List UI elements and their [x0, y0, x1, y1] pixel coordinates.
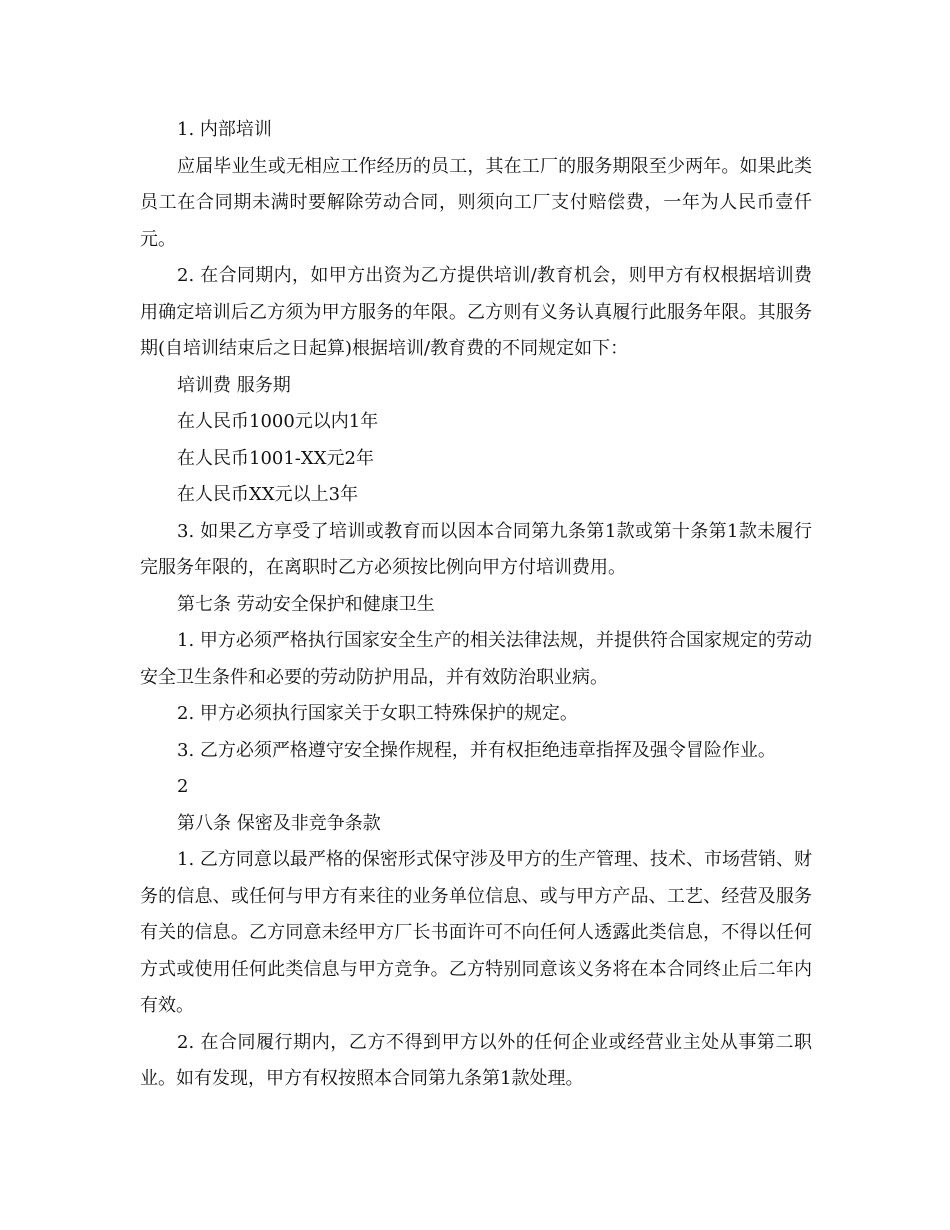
paragraph-graduate-service-term: 应届毕业生或无相应工作经历的员工，其在工厂的服务期限至少两年。如果此类员工在合同期未满时要解除劳动合同，则须向工厂支付赔偿费，一年为人民币壹仟元。: [140, 155, 812, 250]
paragraph-safe-operation: 3. 乙方必须严格遵守安全操作规程，并有权拒绝违章指挥及强令冒险作业。: [177, 739, 776, 761]
document-body: [140, 112, 812, 1098]
section-heading-article-7: 第七条 劳动安全保护和健康卫生: [177, 593, 435, 615]
paragraph-training-repayment: 3. 如果乙方享受了培训或教育而以因本合同第九条第1款或第十条第1款未履行完服务年限的，在离职时乙方必须按比例向甲方付培训费用。: [140, 520, 812, 578]
paragraph-fee-row-1: 在人民币1000元以内1年: [177, 411, 379, 432]
page-number: 2: [177, 776, 189, 797]
paragraph-no-second-job: 2. 在合同履行期内，乙方不得到甲方以外的任何企业或经营业主处从事第二职业。如有发现，甲方有权按照本合同第九条第1款处理。: [140, 1031, 812, 1089]
paragraph-safety-regulations: 1. 甲方必须严格执行国家安全生产的相关法律法规，并提供符合国家规定的劳动安全卫生条件和必要的劳动防护用品，并有效防治职业病。: [140, 630, 812, 688]
paragraph-fee-row-2: 在人民币1001-XX元2年: [177, 447, 374, 469]
paragraph-training-funding: 2. 在合同期内，如甲方出资为乙方提供培训/教育机会，则甲方有权根据培训费用确定培训后乙方须为甲方服务的年限。乙方则有义务认真履行此服务年限。其服务期(自培训结束后之日起算)根据培训/教育费的不同规定如下：: [140, 265, 812, 359]
paragraph-confidentiality: 1. 乙方同意以最严格的保密形式保守涉及甲方的生产管理、技术、市场营销、财务的信息、或任何与甲方有来往的业务单位信息、或与甲方产品、工艺、经营及服务有关的信息。乙方同意未经甲方厂长书面许可不向任何人透露此类信息，不得以任何方式或使用任何此类信息与甲方竞争。乙方特别同意该义务将在本合同终止后二年内有效。: [140, 849, 812, 1016]
paragraph-fee-table-header: 培训费 服务期: [177, 374, 291, 396]
paragraph-female-protection: 2. 甲方必须执行国家关于女职工特殊保护的规定。: [177, 703, 578, 724]
section-heading-article-8: 第八条 保密及非竞争条款: [177, 812, 381, 834]
paragraph-internal-training-heading: 1. 内部培训: [177, 119, 272, 140]
paragraph-fee-row-3: 在人民币XX元以上3年: [177, 484, 359, 505]
